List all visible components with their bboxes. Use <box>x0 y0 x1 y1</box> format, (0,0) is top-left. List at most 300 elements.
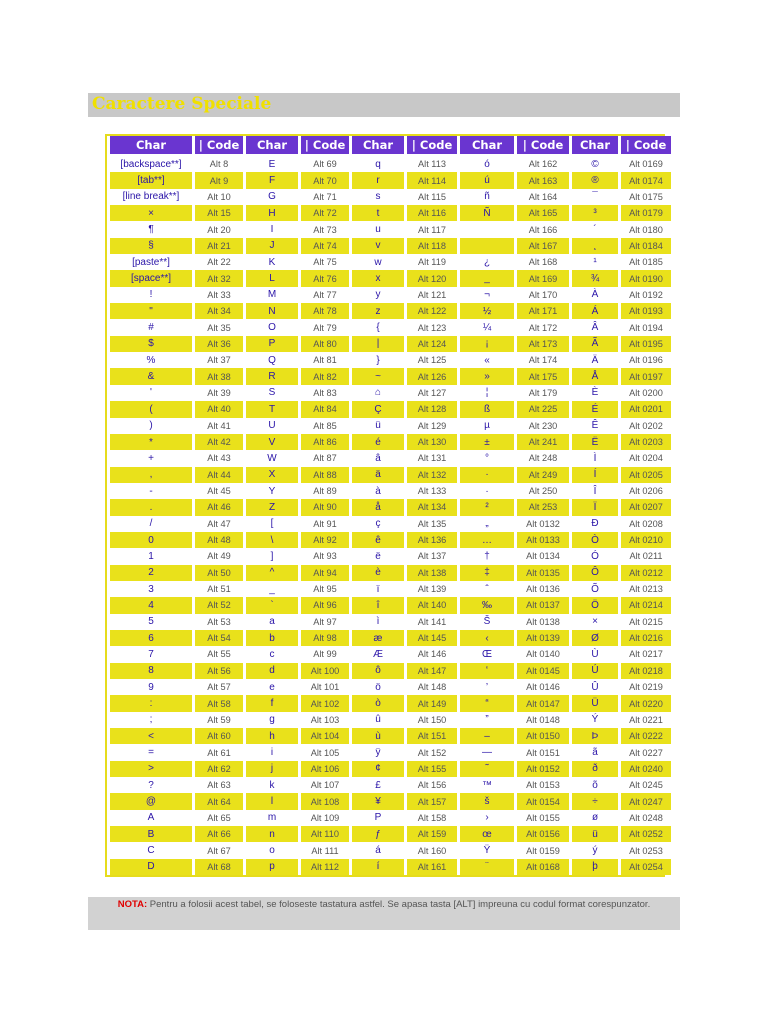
char-cell: † <box>460 548 514 564</box>
table-row <box>110 418 671 434</box>
char-cell: î <box>352 597 404 613</box>
code-cell: Alt 0222 <box>621 728 671 744</box>
char-cell: P <box>246 336 298 352</box>
char-cell: ö <box>352 679 404 695</box>
code-cell: Alt 78 <box>301 303 349 319</box>
char-cell: ¶ <box>110 221 192 237</box>
char-cell: Ç <box>352 401 404 417</box>
code-cell: Alt 108 <box>301 793 349 809</box>
code-cell: Alt 0140 <box>517 646 569 662</box>
code-cell: Alt 0135 <box>517 565 569 581</box>
code-cell: Alt 161 <box>407 859 457 875</box>
char-cell: „ <box>460 516 514 532</box>
char-cell: ¥ <box>352 793 404 809</box>
char-cell: ã <box>572 744 618 760</box>
code-cell: Alt 0136 <box>517 581 569 597</box>
code-cell: Alt 65 <box>195 810 243 826</box>
code-cell: Alt 172 <box>517 319 569 335</box>
code-cell: Alt 71 <box>301 189 349 205</box>
char-cell: ò <box>352 695 404 711</box>
code-cell: Alt 165 <box>517 205 569 221</box>
code-cell: Alt 0215 <box>621 614 671 630</box>
code-cell: Alt 69 <box>301 156 349 172</box>
char-cell: 2 <box>110 565 192 581</box>
char-cell: Ÿ <box>460 842 514 858</box>
char-cell: # <box>110 319 192 335</box>
code-cell: Alt 139 <box>407 581 457 597</box>
char-cell: ' <box>110 385 192 401</box>
header-code: | Code <box>301 136 349 156</box>
code-cell: Alt 0207 <box>621 499 671 515</box>
char-cell: ´ <box>572 221 618 237</box>
char-cell: h <box>246 728 298 744</box>
char-cell: ® <box>572 172 618 188</box>
code-cell: Alt 179 <box>517 385 569 401</box>
code-cell: Alt 0152 <box>517 761 569 777</box>
code-cell: Alt 59 <box>195 712 243 728</box>
code-cell: Alt 0197 <box>621 368 671 384</box>
code-cell: Alt 173 <box>517 336 569 352</box>
char-cell: b <box>246 630 298 646</box>
char-cell: Š <box>460 614 514 630</box>
char-cell: ÿ <box>352 744 404 760</box>
code-cell: Alt 62 <box>195 761 243 777</box>
char-cell: [space**] <box>110 270 192 286</box>
char-cell: þ <box>572 859 618 875</box>
page-title: Caractere Speciale <box>92 94 272 114</box>
header-code: | Code <box>517 136 569 156</box>
code-cell: Alt 0212 <box>621 565 671 581</box>
code-cell: Alt 230 <box>517 418 569 434</box>
char-cell: = <box>110 744 192 760</box>
code-cell: Alt 72 <box>301 205 349 221</box>
char-cell: ¹ <box>572 254 618 270</box>
char-cell: R <box>246 368 298 384</box>
code-cell: Alt 76 <box>301 270 349 286</box>
code-cell: Alt 52 <box>195 597 243 613</box>
table-row <box>110 581 671 597</box>
char-cell: ¦ <box>460 385 514 401</box>
code-cell: Alt 0190 <box>621 270 671 286</box>
table-row <box>110 156 671 172</box>
char-cell: — <box>460 744 514 760</box>
code-cell: Alt 120 <box>407 270 457 286</box>
code-cell: Alt 99 <box>301 646 349 662</box>
table-row <box>110 826 671 842</box>
char-cell: Ô <box>572 565 618 581</box>
char-cell: ð <box>572 761 618 777</box>
code-cell: Alt 49 <box>195 548 243 564</box>
header-char: Char <box>572 136 618 156</box>
code-cell: Alt 159 <box>407 826 457 842</box>
char-cell: © <box>572 156 618 172</box>
char-cell: ½ <box>460 303 514 319</box>
char-cell: ¬ <box>460 287 514 303</box>
code-cell: Alt 9 <box>195 172 243 188</box>
char-cell: £ <box>352 777 404 793</box>
char-cell: 1 <box>110 548 192 564</box>
code-cell: Alt 116 <box>407 205 457 221</box>
code-cell: Alt 168 <box>517 254 569 270</box>
code-cell: Alt 56 <box>195 663 243 679</box>
code-cell: Alt 158 <box>407 810 457 826</box>
char-cell: ¯ <box>572 189 618 205</box>
table-header-row <box>110 136 671 156</box>
code-cell: Alt 0200 <box>621 385 671 401</box>
char-cell: ~ <box>352 368 404 384</box>
char-cell: Ë <box>572 434 618 450</box>
char-cell: [paste**] <box>110 254 192 270</box>
code-cell: Alt 8 <box>195 156 243 172</box>
code-cell: Alt 45 <box>195 483 243 499</box>
table-row <box>110 516 671 532</box>
header-code: | Code <box>621 136 671 156</box>
code-cell: Alt 0218 <box>621 663 671 679</box>
char-cell: œ <box>460 826 514 842</box>
code-cell: Alt 97 <box>301 614 349 630</box>
char-cell: P <box>352 810 404 826</box>
code-cell: Alt 92 <box>301 532 349 548</box>
char-cell: Œ <box>460 646 514 662</box>
table-row <box>110 336 671 352</box>
code-cell: Alt 15 <box>195 205 243 221</box>
table-row <box>110 270 671 286</box>
char-cell: ‘ <box>460 663 514 679</box>
char-cell: æ <box>352 630 404 646</box>
char-cell: m <box>246 810 298 826</box>
code-cell: Alt 83 <box>301 385 349 401</box>
code-cell: Alt 0202 <box>621 418 671 434</box>
code-cell: Alt 117 <box>407 221 457 237</box>
char-cell: o <box>246 842 298 858</box>
char-cell: [tab**] <box>110 172 192 188</box>
char-cell: š <box>460 793 514 809</box>
code-cell: Alt 77 <box>301 287 349 303</box>
code-cell: Alt 125 <box>407 352 457 368</box>
code-cell: Alt 163 <box>517 172 569 188</box>
char-cell: " <box>110 303 192 319</box>
char-cell: ( <box>110 401 192 417</box>
char-cell: ‹ <box>460 630 514 646</box>
table-row <box>110 728 671 744</box>
table-row <box>110 434 671 450</box>
char-cell: × <box>110 205 192 221</box>
char-cell: E <box>246 156 298 172</box>
char-cell: X <box>246 467 298 483</box>
code-cell: Alt 114 <box>407 172 457 188</box>
code-cell: Alt 167 <box>517 238 569 254</box>
char-cell: – <box>460 728 514 744</box>
char-cell: : <box>110 695 192 711</box>
char-cell: l <box>246 793 298 809</box>
table-row <box>110 614 671 630</box>
code-cell: Alt 107 <box>301 777 349 793</box>
code-cell: Alt 0204 <box>621 450 671 466</box>
code-cell: Alt 70 <box>301 172 349 188</box>
char-cell: I <box>246 221 298 237</box>
code-cell: Alt 54 <box>195 630 243 646</box>
char-cell: & <box>110 368 192 384</box>
char-cell: H <box>246 205 298 221</box>
char-cell: ë <box>352 548 404 564</box>
code-cell: Alt 21 <box>195 238 243 254</box>
char-cell: ä <box>352 467 404 483</box>
char-cell: c <box>246 646 298 662</box>
code-cell: Alt 136 <box>407 532 457 548</box>
table-row <box>110 352 671 368</box>
char-cell: â <box>352 450 404 466</box>
code-cell: Alt 0146 <box>517 679 569 695</box>
code-cell: Alt 0214 <box>621 597 671 613</box>
code-cell: Alt 250 <box>517 483 569 499</box>
char-cell: B <box>110 826 192 842</box>
code-cell: Alt 162 <box>517 156 569 172</box>
code-cell: Alt 0174 <box>621 172 671 188</box>
char-cell: 9 <box>110 679 192 695</box>
code-cell: Alt 0139 <box>517 630 569 646</box>
code-cell: Alt 33 <box>195 287 243 303</box>
code-cell: Alt 84 <box>301 401 349 417</box>
char-cell: g <box>246 712 298 728</box>
table-row <box>110 663 671 679</box>
note-label: NOTA: <box>117 899 148 910</box>
code-cell: Alt 41 <box>195 418 243 434</box>
code-cell: Alt 115 <box>407 189 457 205</box>
char-cell: T <box>246 401 298 417</box>
table-row <box>110 287 671 303</box>
char-cell: ü <box>572 826 618 842</box>
code-cell: Alt 53 <box>195 614 243 630</box>
char-cell: é <box>352 434 404 450</box>
code-cell: Alt 171 <box>517 303 569 319</box>
char-cell: Q <box>246 352 298 368</box>
code-cell: Alt 0194 <box>621 319 671 335</box>
char-cell: F <box>246 172 298 188</box>
char-cell: W <box>246 450 298 466</box>
char-cell: û <box>352 712 404 728</box>
code-cell: Alt 0210 <box>621 532 671 548</box>
code-cell: Alt 39 <box>195 385 243 401</box>
char-cell: < <box>110 728 192 744</box>
char-cell: ¡ <box>460 336 514 352</box>
char-cell: Ø <box>572 630 618 646</box>
code-cell: Alt 0150 <box>517 728 569 744</box>
code-cell: Alt 0133 <box>517 532 569 548</box>
code-cell: Alt 66 <box>195 826 243 842</box>
char-cell: ^ <box>246 565 298 581</box>
table-row <box>110 777 671 793</box>
code-cell: Alt 174 <box>517 352 569 368</box>
code-cell: Alt 47 <box>195 516 243 532</box>
code-cell: Alt 0196 <box>621 352 671 368</box>
code-cell: Alt 0169 <box>621 156 671 172</box>
code-cell: Alt 88 <box>301 467 349 483</box>
code-cell: Alt 0159 <box>517 842 569 858</box>
char-cell: | <box>352 336 404 352</box>
char-cell: ê <box>352 532 404 548</box>
code-cell: Alt 135 <box>407 516 457 532</box>
char-cell: U <box>246 418 298 434</box>
code-cell: Alt 75 <box>301 254 349 270</box>
code-cell: Alt 36 <box>195 336 243 352</box>
char-cell: Ü <box>572 695 618 711</box>
code-cell: Alt 122 <box>407 303 457 319</box>
char-cell: Ú <box>572 663 618 679</box>
char-cell: ø <box>572 810 618 826</box>
char-cell: µ <box>460 418 514 434</box>
char-cell: K <box>246 254 298 270</box>
code-cell: Alt 0227 <box>621 744 671 760</box>
char-cell: 8 <box>110 663 192 679</box>
code-cell: Alt 37 <box>195 352 243 368</box>
char-cell: d <box>246 663 298 679</box>
char-cell: ñ <box>460 189 514 205</box>
char-cell: w <box>352 254 404 270</box>
code-cell: Alt 0201 <box>621 401 671 417</box>
table-row <box>110 319 671 335</box>
code-cell: Alt 81 <box>301 352 349 368</box>
char-cell: ; <box>110 712 192 728</box>
char-cell: ³ <box>572 205 618 221</box>
table-row <box>110 172 671 188</box>
table-row <box>110 859 671 875</box>
char-cell: á <box>352 842 404 858</box>
note-box <box>88 897 680 930</box>
code-cell: Alt 102 <box>301 695 349 711</box>
code-cell: Alt 126 <box>407 368 457 384</box>
code-cell: Alt 156 <box>407 777 457 793</box>
code-cell: Alt 90 <box>301 499 349 515</box>
char-cell: Í <box>572 467 618 483</box>
code-cell: Alt 150 <box>407 712 457 728</box>
code-cell: Alt 0240 <box>621 761 671 777</box>
code-cell: Alt 86 <box>301 434 349 450</box>
code-cell: Alt 131 <box>407 450 457 466</box>
code-cell: Alt 0147 <box>517 695 569 711</box>
char-cell: ù <box>352 728 404 744</box>
char-cell: $ <box>110 336 192 352</box>
char-cell: ) <box>110 418 192 434</box>
char-cell: j <box>246 761 298 777</box>
char-cell: ` <box>246 597 298 613</box>
char-cell: Õ <box>572 581 618 597</box>
char-cell: ¢ <box>352 761 404 777</box>
code-cell: Alt 61 <box>195 744 243 760</box>
char-cell: ” <box>460 712 514 728</box>
code-cell: Alt 0208 <box>621 516 671 532</box>
char-cell: V <box>246 434 298 450</box>
code-cell: Alt 60 <box>195 728 243 744</box>
char-cell: Þ <box>572 728 618 744</box>
code-cell: Alt 94 <box>301 565 349 581</box>
code-cell: Alt 145 <box>407 630 457 646</box>
char-cell: Û <box>572 679 618 695</box>
table-row <box>110 499 671 515</box>
note-text: Pentru a folosii acest tabel, se foloseste tastatura astfel. Se apasa tasta [ALT] impreuna cu codul format corespunzator. <box>149 899 651 910</box>
char-cell: Î <box>572 483 618 499</box>
char-cell: x <box>352 270 404 286</box>
code-cell: Alt 140 <box>407 597 457 613</box>
char-cell: [backspace**] <box>110 156 192 172</box>
code-cell: Alt 0252 <box>621 826 671 842</box>
code-cell: Alt 0151 <box>517 744 569 760</box>
char-cell: § <box>110 238 192 254</box>
char-cell <box>460 221 514 237</box>
code-cell: Alt 85 <box>301 418 349 434</box>
header-char: Char <box>352 136 404 156</box>
code-cell: Alt 0247 <box>621 793 671 809</box>
header-char: Char <box>460 136 514 156</box>
code-cell: Alt 129 <box>407 418 457 434</box>
table-row <box>110 679 671 695</box>
char-cell: ú <box>460 172 514 188</box>
char-cell: ° <box>460 450 514 466</box>
code-cell: Alt 20 <box>195 221 243 237</box>
char-cell: e <box>246 679 298 695</box>
code-cell: Alt 253 <box>517 499 569 515</box>
char-cell: ‡ <box>460 565 514 581</box>
table-row <box>110 303 671 319</box>
char-cell: _ <box>460 270 514 286</box>
code-cell: Alt 63 <box>195 777 243 793</box>
char-cell: ó <box>460 156 514 172</box>
char-cell: G <box>246 189 298 205</box>
code-cell: Alt 157 <box>407 793 457 809</box>
code-cell: Alt 104 <box>301 728 349 744</box>
char-cell: 3 <box>110 581 192 597</box>
table-body <box>110 156 671 875</box>
char-cell: » <box>460 368 514 384</box>
char-cell: ç <box>352 516 404 532</box>
code-cell: Alt 95 <box>301 581 349 597</box>
char-cell: · <box>460 467 514 483</box>
char-cell: × <box>572 614 618 630</box>
char-cell: ± <box>460 434 514 450</box>
char-cell: ô <box>352 663 404 679</box>
table-row <box>110 189 671 205</box>
char-cell: ‰ <box>460 597 514 613</box>
char-cell: Ê <box>572 418 618 434</box>
code-cell: Alt 0213 <box>621 581 671 597</box>
table-row <box>110 238 671 254</box>
code-cell: Alt 0248 <box>621 810 671 826</box>
code-cell: Alt 87 <box>301 450 349 466</box>
code-cell: Alt 10 <box>195 189 243 205</box>
code-cell: Alt 147 <box>407 663 457 679</box>
char-cell: * <box>110 434 192 450</box>
char-cell: S <box>246 385 298 401</box>
code-cell: Alt 105 <box>301 744 349 760</box>
table-row <box>110 810 671 826</box>
code-cell: Alt 113 <box>407 156 457 172</box>
char-cell: Y <box>246 483 298 499</box>
code-cell: Alt 0153 <box>517 777 569 793</box>
code-cell: Alt 0179 <box>621 205 671 221</box>
code-cell: Alt 137 <box>407 548 457 564</box>
code-cell: Alt 0221 <box>621 712 671 728</box>
code-cell: Alt 96 <box>301 597 349 613</box>
code-cell: Alt 164 <box>517 189 569 205</box>
char-cell: Ä <box>572 352 618 368</box>
code-cell: Alt 166 <box>517 221 569 237</box>
char-cell: Ã <box>572 336 618 352</box>
char-cell: L <box>246 270 298 286</box>
code-cell: Alt 74 <box>301 238 349 254</box>
char-cell: “ <box>460 695 514 711</box>
char-cell: @ <box>110 793 192 809</box>
char-cell: ˆ <box>460 581 514 597</box>
char-cell: t <box>352 205 404 221</box>
